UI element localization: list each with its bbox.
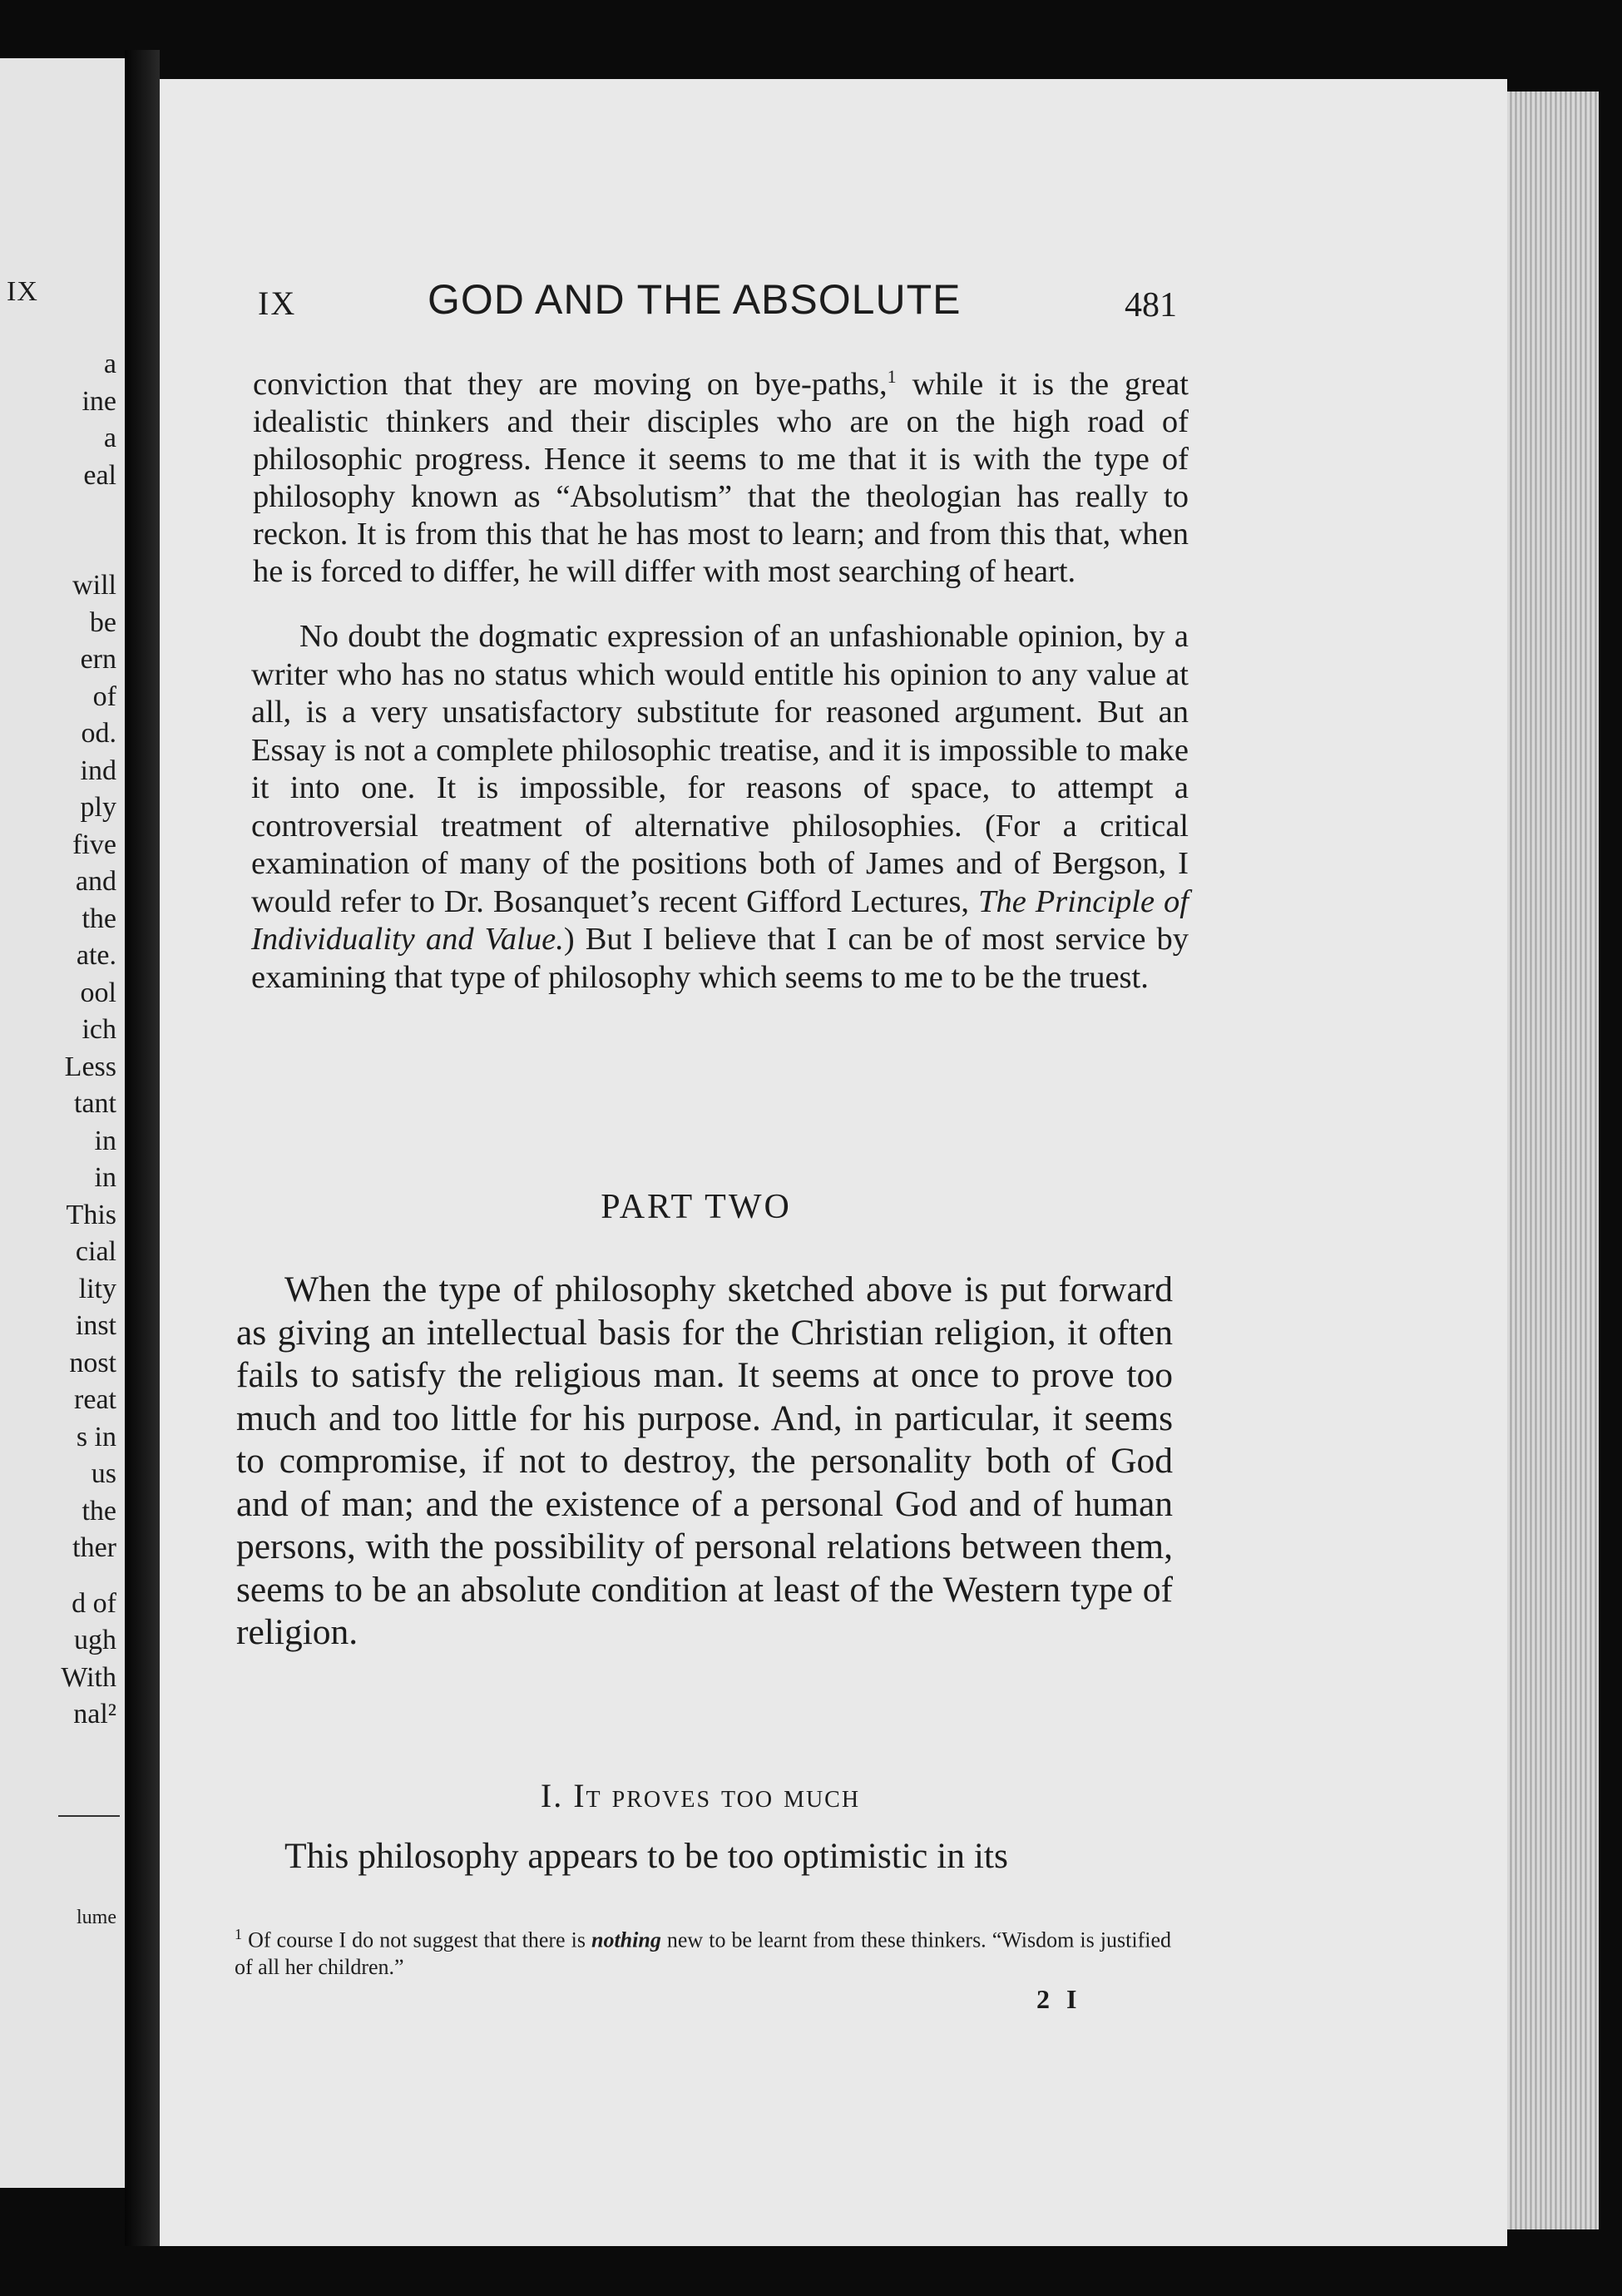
previous-page-line: reat bbox=[74, 1384, 116, 1415]
previous-page-line: ine bbox=[82, 385, 116, 417]
previous-page-chapter: IX bbox=[7, 276, 38, 307]
paragraph-dogmatic-expression bbox=[251, 618, 1189, 997]
previous-page-line: With bbox=[61, 1661, 116, 1693]
previous-page-line: us bbox=[91, 1458, 116, 1489]
previous-page-line: five bbox=[72, 829, 116, 860]
section-heading bbox=[160, 1776, 1507, 1815]
previous-page-line: d of bbox=[72, 1587, 116, 1619]
footnote-text-after: new to be learnt from these thinkers. “Wisdom is justified of all her children.” bbox=[235, 1927, 1172, 1979]
previous-page-footnote: lume bbox=[77, 1907, 116, 1928]
printer-signature-mark: 2 I bbox=[1036, 1984, 1082, 2014]
previous-page-line: a bbox=[103, 423, 116, 453]
paragraph-continuation bbox=[253, 358, 1189, 591]
footnote-text-before: Of course I do not suggest that there is bbox=[248, 1927, 591, 1952]
previous-page-line: and bbox=[75, 866, 116, 897]
previous-page-line: eal bbox=[83, 459, 116, 491]
footnote bbox=[235, 1921, 1171, 1981]
book-page bbox=[160, 79, 1507, 2246]
previous-page-line: nal² bbox=[73, 1699, 116, 1729]
paragraph-part-two-intro: When the type of philosophy sketched above is put forward as giving an intellectual basis for the Christian religion, it often fails to satisfy the religious man. It seems at once to prove too much and too little for his purpose. And, in particular, it seems to compromise, if not to destroy, the personality both of God and of man; and the existence of a personal God and of human persons, with the possibility of personal relations between them, seems to be an absolute condition at least of the Western type of religion. bbox=[236, 1269, 1173, 1652]
previous-page-line: a bbox=[103, 349, 116, 379]
paragraph-1-text-after-note: while it is the great idealistic thinkers and their disciples who are on the high road of philosophic progress. Hence it seems to me that it is with the type of philosophy known as “Absolutism” that the theologian has really to reckon. It is from this that he has most to learn; and from this that, when he is forced to differ, he will differ with most searching of heart. bbox=[253, 366, 1189, 589]
previous-page-line: ich bbox=[82, 1014, 116, 1045]
previous-page-line: ool bbox=[80, 977, 116, 1008]
page-number: 481 bbox=[1125, 286, 1177, 324]
previous-page-line: od. bbox=[81, 718, 116, 749]
previous-page-line: This bbox=[66, 1199, 116, 1230]
previous-page-line: ind bbox=[80, 755, 116, 786]
chapter-number: IX bbox=[258, 285, 297, 322]
paragraph-1-text-before-note: conviction that they are moving on bye-paths, bbox=[253, 366, 888, 402]
previous-page-line: ply bbox=[80, 792, 116, 823]
previous-page-sliver bbox=[0, 58, 125, 2188]
paragraph-2-text-after: ) But I believe that I can be of most service by examining that type of philosophy which seems to me to be the truest. bbox=[251, 922, 1189, 995]
footnote-reference: 1 bbox=[887, 366, 897, 387]
previous-page-line: cial bbox=[75, 1236, 116, 1267]
previous-page-line: nost bbox=[69, 1347, 116, 1378]
previous-page-line: ugh bbox=[74, 1625, 116, 1655]
previous-page-line: will bbox=[72, 570, 116, 601]
previous-page-line: of bbox=[92, 680, 116, 712]
part-heading: PART TWO bbox=[601, 1188, 792, 1226]
footnote-emphasis: nothing bbox=[591, 1927, 661, 1952]
previous-page-line: Less bbox=[64, 1051, 116, 1082]
paragraph-optimistic: This philosophy appears to be too optimistic in its bbox=[284, 1836, 1008, 1876]
previous-page-line: lity bbox=[78, 1273, 116, 1304]
section-number: I. bbox=[540, 1777, 564, 1814]
page-edges bbox=[1507, 92, 1599, 2229]
footnote-marker: 1 bbox=[235, 1926, 242, 1942]
previous-page-line: the bbox=[82, 903, 116, 934]
paragraph-2-text-before: No doubt the dogmatic expression of an unfashionable opinion, by a writer who has no status which would entitle his opinion to any value at all, is a very unsatisfactory substitute for reasoned argument. But an Essay is not a complete philosophic treatise, and it is impossible to make it into one. It is impossible, for reasons of space, to attempt a controversial treatment of alternative philosophies. (For a critical examination of many of the positions both of James and of Bergson, I would refer to Dr. Bosanquet’s recent Gifford Lectures, bbox=[251, 619, 1189, 919]
previous-page-line: in bbox=[94, 1162, 116, 1193]
book-gutter bbox=[125, 50, 160, 2246]
previous-page-line: the bbox=[82, 1495, 116, 1527]
cited-book-title: The Principle of Individuality and Value. bbox=[251, 883, 1189, 957]
section-title: It proves too much bbox=[573, 1777, 861, 1814]
running-head bbox=[160, 275, 1507, 325]
previous-page-line: be bbox=[89, 606, 116, 638]
previous-page-line: ther bbox=[72, 1532, 116, 1563]
previous-page-line: tant bbox=[74, 1088, 116, 1119]
page-title: GOD AND THE ABSOLUTE bbox=[428, 276, 962, 323]
previous-page-line: ern bbox=[80, 644, 116, 675]
previous-page-line: in bbox=[94, 1125, 116, 1156]
previous-page-footnote-rule bbox=[58, 1815, 120, 1817]
previous-page-line: inst bbox=[75, 1310, 116, 1341]
previous-page-line: ate. bbox=[76, 940, 116, 971]
previous-page-line: s in bbox=[76, 1421, 116, 1452]
